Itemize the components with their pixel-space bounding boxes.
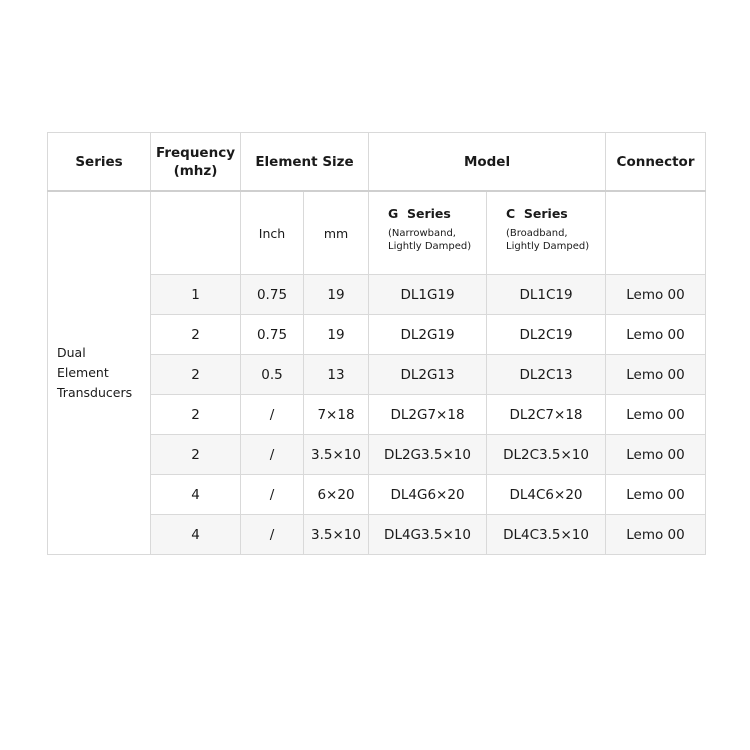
mm-cell: 6×20 (304, 475, 369, 515)
inch-cell: / (241, 395, 304, 435)
transducer-spec-table (47, 132, 706, 555)
header-model: Model (369, 133, 606, 192)
g-model-cell: DL2G13 (369, 355, 487, 395)
frequency-cell: 2 (151, 315, 241, 355)
mm-cell: 19 (304, 275, 369, 315)
inch-cell: / (241, 515, 304, 555)
frequency-cell: 2 (151, 355, 241, 395)
connector-cell: Lemo 00 (606, 315, 706, 355)
c-model-cell: DL2C19 (487, 315, 606, 355)
c-series-note: (Broadband, Lightly Damped) (506, 228, 590, 252)
frequency-cell: 2 (151, 435, 241, 475)
header-connector: Connector (606, 133, 706, 192)
frequency-cell: 1 (151, 275, 241, 315)
c-model-cell: DL2C7×18 (487, 395, 606, 435)
header-series: Series (48, 133, 151, 192)
subheader-g-series (369, 191, 487, 275)
connector-cell: Lemo 00 (606, 435, 706, 475)
c-model-cell: DL2C3.5×10 (487, 435, 606, 475)
connector-cell: Lemo 00 (606, 275, 706, 315)
header-frequency-label: Frequency (mhz) (155, 144, 236, 179)
g-model-cell: DL2G3.5×10 (369, 435, 487, 475)
inch-cell: / (241, 475, 304, 515)
connector-cell: Lemo 00 (606, 355, 706, 395)
frequency-cell: 4 (151, 515, 241, 555)
g-series-name: G Series (388, 206, 451, 221)
g-model-cell: DL2G7×18 (369, 395, 487, 435)
g-series-note: (Narrowband, Lightly Damped) (388, 228, 472, 252)
connector-cell: Lemo 00 (606, 395, 706, 435)
subheader-frequency-empty (151, 191, 241, 275)
c-model-cell: DL4C6×20 (487, 475, 606, 515)
g-model-cell: DL4G3.5×10 (369, 515, 487, 555)
mm-cell: 3.5×10 (304, 435, 369, 475)
inch-cell: 0.5 (241, 355, 304, 395)
subheader-row (48, 191, 706, 275)
subheader-inch: Inch (241, 191, 304, 275)
subheader-mm: mm (304, 191, 369, 275)
c-series-name: C Series (506, 206, 568, 221)
c-model-cell: DL1C19 (487, 275, 606, 315)
connector-cell: Lemo 00 (606, 515, 706, 555)
mm-cell: 3.5×10 (304, 515, 369, 555)
frequency-cell: 4 (151, 475, 241, 515)
subheader-connector-empty (606, 191, 706, 275)
header-row (48, 133, 706, 192)
inch-cell: / (241, 435, 304, 475)
c-model-cell: DL2C13 (487, 355, 606, 395)
g-model-cell: DL4G6×20 (369, 475, 487, 515)
mm-cell: 19 (304, 315, 369, 355)
c-model-cell: DL4C3.5×10 (487, 515, 606, 555)
g-model-cell: DL2G19 (369, 315, 487, 355)
header-frequency (151, 133, 241, 192)
connector-cell: Lemo 00 (606, 475, 706, 515)
series-label: Dual Element Transducers (57, 345, 133, 400)
series-cell (48, 191, 151, 555)
inch-cell: 0.75 (241, 315, 304, 355)
g-model-cell: DL1G19 (369, 275, 487, 315)
mm-cell: 13 (304, 355, 369, 395)
mm-cell: 7×18 (304, 395, 369, 435)
frequency-cell: 2 (151, 395, 241, 435)
inch-cell: 0.75 (241, 275, 304, 315)
header-element-size: Element Size (241, 133, 369, 192)
subheader-c-series (487, 191, 606, 275)
